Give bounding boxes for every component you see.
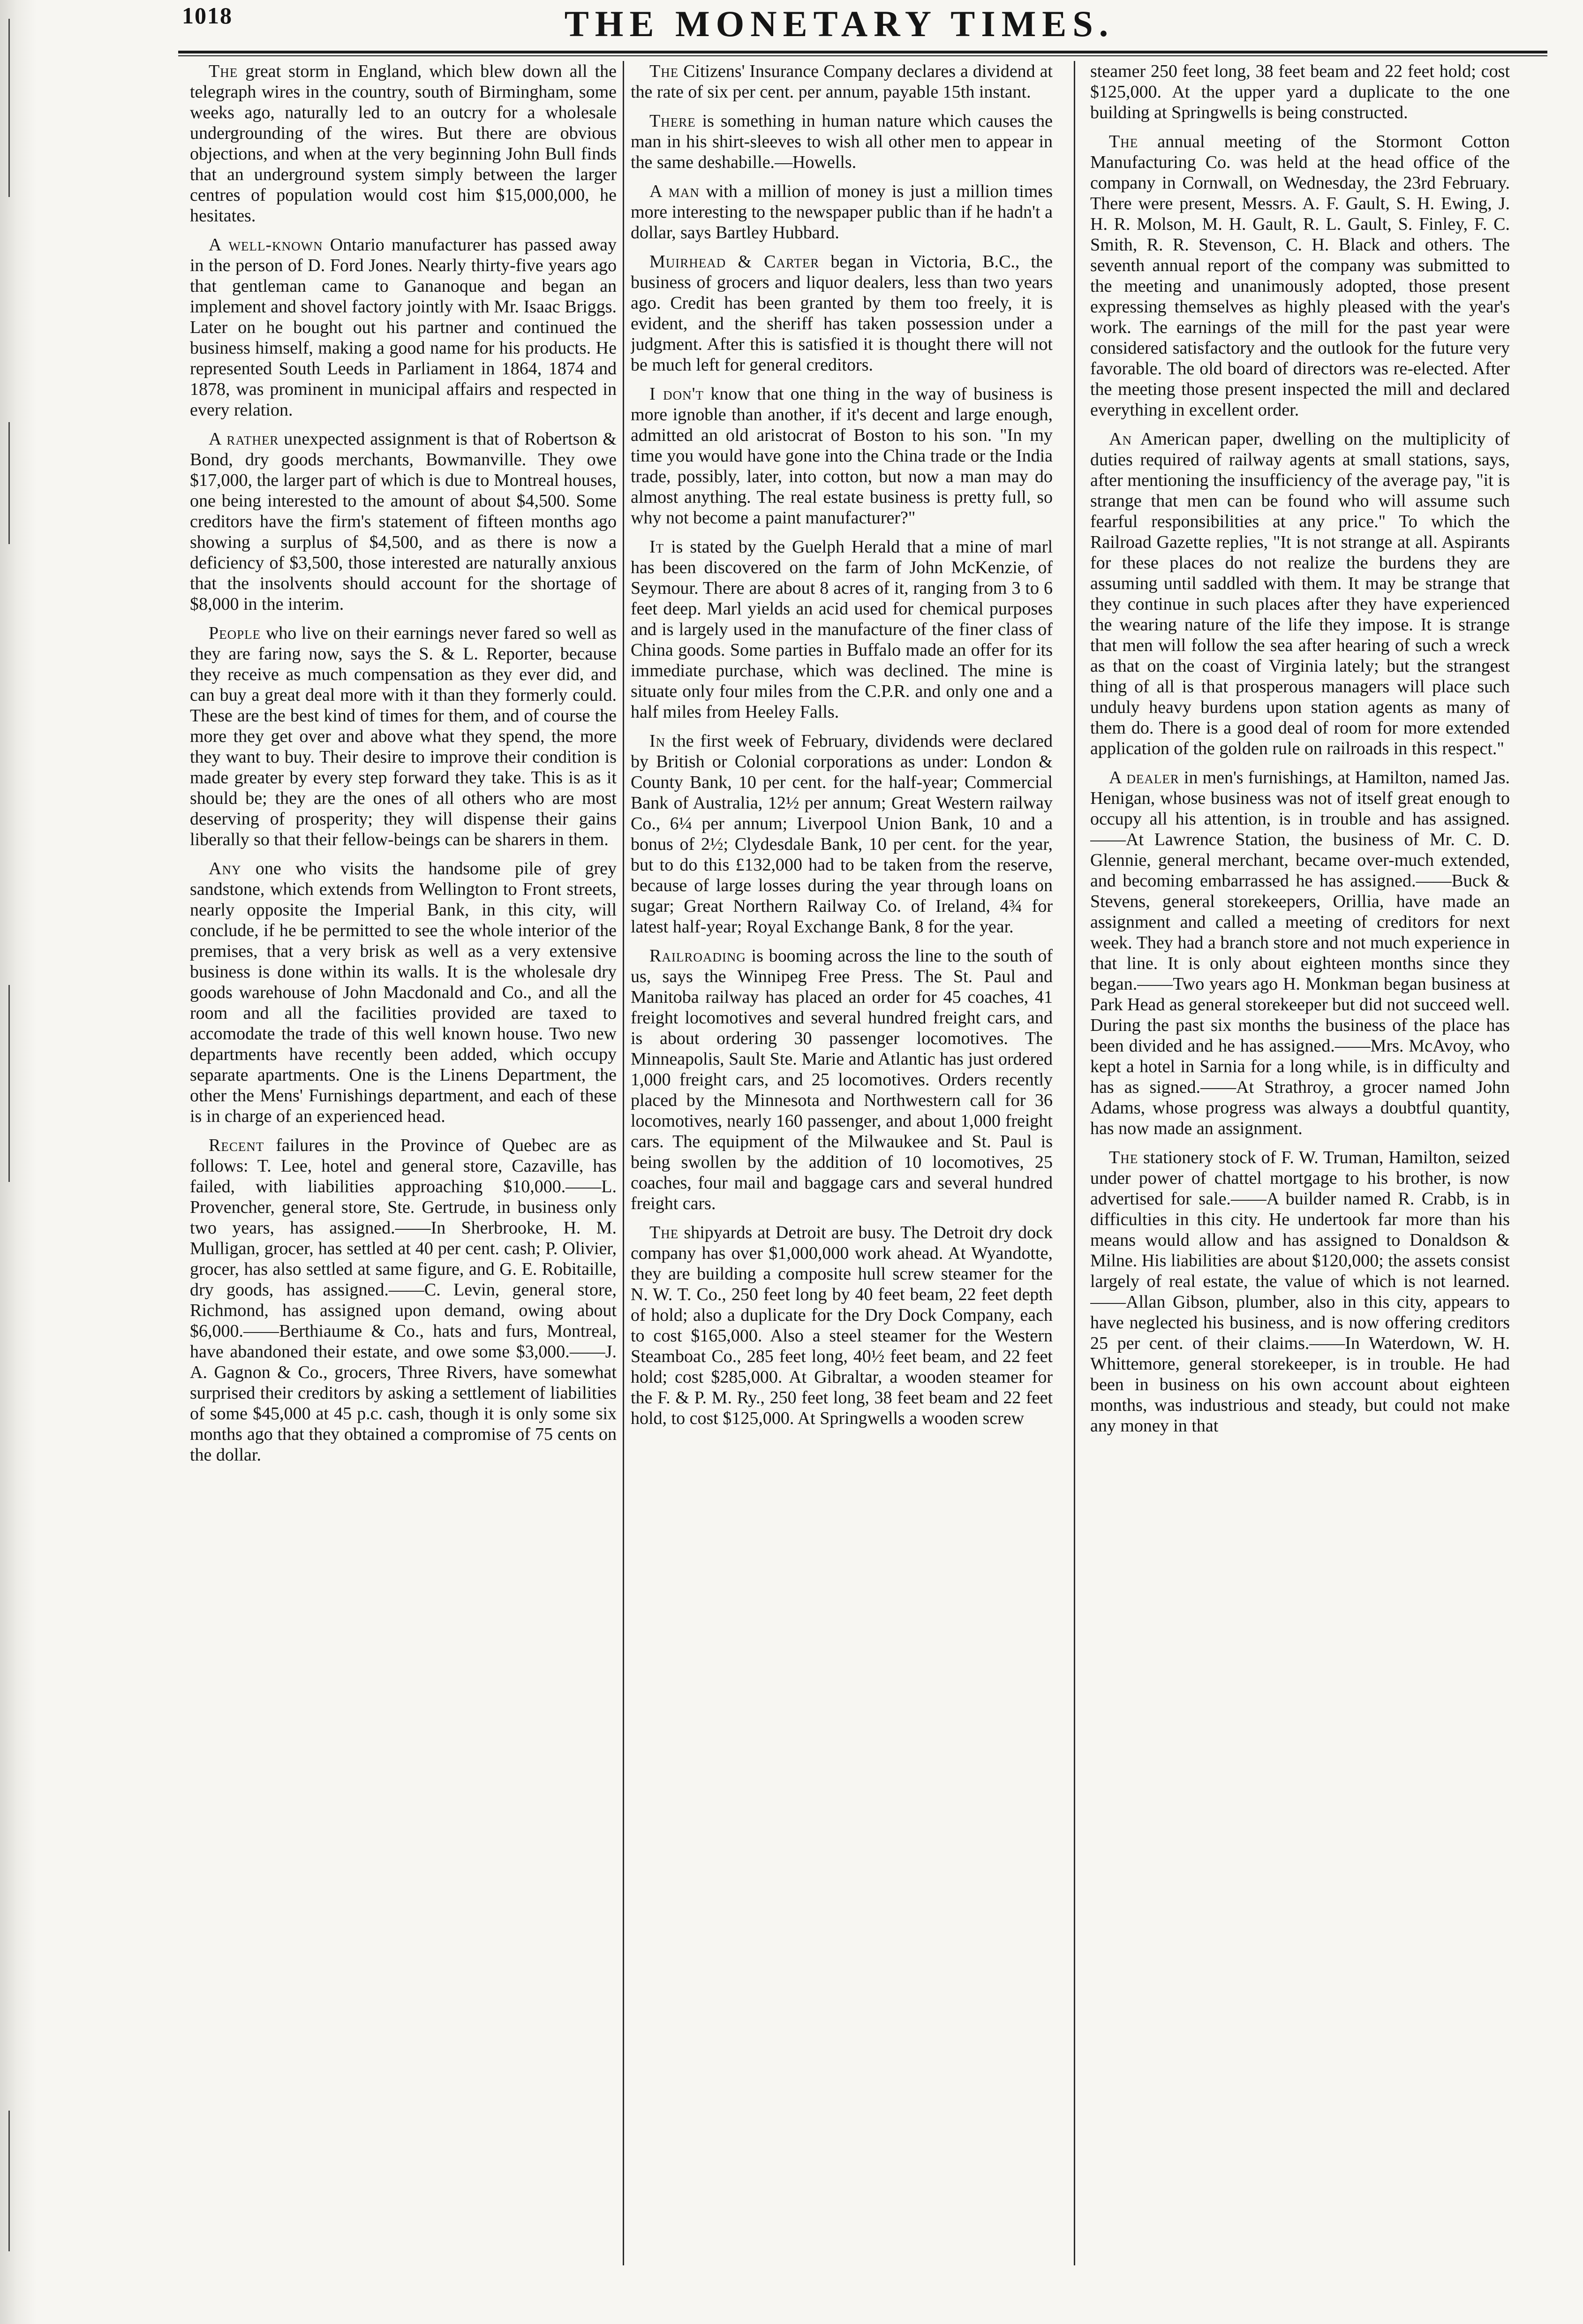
paragraph-lead-in: I don't <box>649 384 704 404</box>
paragraph-text: shipyards at Detroit are busy. The Detroit dry dock company has over $1,000,000 work ahead. At Wyandotte, they are building a composite hull screw steamer for the N. W. T. Co., 250 feet long by 40 feet beam, 22 feet depth of hold; also a duplicate for the Dry Dock Company, each to cost $165,000. Also a steel steamer for the Western Steamboat Co., 285 feet long, 40½ feet beam, and 22 feet hold; cost $285,000. At Gibraltar, a wooden steamer for the F. & P. M. Ry., 250 feet long, 38 feet beam and 22 feet hold, to cost $125,000. At Springwells a wooden screw <box>631 1223 1053 1428</box>
header-rule-thin <box>178 55 1547 56</box>
paragraph-lead-in: The <box>209 61 238 81</box>
paragraph-text: with a million of money is just a million times more interesting to the newspaper public than if he hadn't a dollar, says Bartley Hubbard. <box>631 182 1053 242</box>
paragraph-lead-in: A well-known <box>209 235 323 255</box>
paragraph-lead-in: An <box>1109 429 1132 449</box>
paragraph-text: American paper, dwelling on the multiplicity of duties required of railway agents at small stations, says, after mentioning the insufficiency of the average pay, "it is strange that men can be found who will assume such fearful responsibilities at any price." To which the Railroad Gazette replies, "It is not strange at all. Aspirants for these places do not realize the burdens they are assuming until saddled with them. It may be strange that they continue in such places after they have experienced the wearing nature of the life they impose. It is strange that men will follow the sea after hearing of such a wreck as that on the coast of Virginia lately; but the strangest thing of all is that prosperous managers will place such unduly heavy burdens upon station agents as many of them do. There is a good deal of room for more extended application of the golden rule on railroads in this respect." <box>1090 429 1510 758</box>
paragraph-lead-in: The <box>649 61 679 81</box>
paragraph-lead-in: Muirhead & Carter <box>649 252 820 272</box>
column-divider <box>623 61 624 2265</box>
page-binding-edge <box>0 0 37 2324</box>
article-paragraph <box>1090 1147 1510 1436</box>
article-paragraph <box>1090 61 1510 123</box>
binding-mark <box>8 422 10 544</box>
paragraph-text: steamer 250 feet long, 38 feet beam and 22 feet hold; cost $125,000. At the upper yard a duplicate to the one building at Springwells is being constructed. <box>1090 61 1510 122</box>
paragraph-lead-in: There <box>649 111 696 131</box>
paragraph-text: unexpected assignment is that of Robertson & Bond, dry goods merchants, Bowmanville. They owe $17,000, the larger part of which is due to Montreal houses, one being interested to the amount of about $4,500. Some creditors have the firm's statement of fifteen months ago showing a surplus of $4,500, and as there is now a deficiency of $3,500, those interested are naturally anxious that the insolvents should account for the shortage of $8,000 in the interim. <box>190 429 617 614</box>
article-paragraph <box>190 858 617 1127</box>
paragraph-lead-in: In <box>649 731 666 751</box>
paragraph-text: who live on their earnings never fared so well as they are faring now, says the S. & L. Reporter, because they receive as much compensation as they ever did, and can buy a great deal more with it than they formerly could. These are the best kind of times for them, and of course the more they get over and above what they spend, the more they want to buy. Their desire to improve their condition is made greater by every step forward they take. This is as it should be; they are the ones of all others who are most deserving of prosperity; they will dispense their gains liberally so that their fellow-beings can be sharers in them. <box>190 623 617 849</box>
paragraph-lead-in: The <box>649 1223 679 1242</box>
paragraph-text: great storm in England, which blew down all the telegraph wires in the country, south of Birmingham, some weeks ago, naturally led to an outcry for a wholesale undergrounding of the wires. But there are obvious objections, and when at the very beginning John Bull finds that an underground system simply between the larger centres of population would cost him $15,000,000, he hesitates. <box>190 61 617 226</box>
article-paragraph <box>631 1222 1053 1429</box>
page-header <box>159 2 1519 44</box>
binding-mark <box>8 985 10 1182</box>
article-paragraph <box>1090 767 1510 1139</box>
paragraph-text: is something in human nature which causes the man in his shirt-sleeves to wish all other men to appear in the same deshabille.—Howells. <box>631 111 1053 172</box>
article-paragraph <box>631 537 1053 722</box>
article-paragraph <box>631 731 1053 937</box>
paragraph-text: the first week of February, dividends were declared by British or Colonial corporations as under: London & County Bank, 10 per cent. for the half-year; Commercial Bank of Australia, 12½ per annum; Great Western railway Co., 6¼ per annum; Liverpool Union Bank, 10 and a bonus of 2½; Clydesdale Bank, 10 per cent. for the year, but to do this £132,000 had to be taken from the reserve, because of large losses during the year through loans on sugar; Great Northern Railway Co. of Ireland, 4¾ for latest half-year; Royal Exchange Bank, 8 for the year. <box>631 731 1053 937</box>
paragraph-text: Citizens' Insurance Company declares a dividend at the rate of six per cent. per annum, payable 15th instant. <box>631 61 1053 102</box>
paragraph-lead-in: The <box>1109 1148 1138 1167</box>
article-paragraph <box>190 623 617 850</box>
article-paragraph <box>631 181 1053 243</box>
paragraph-lead-in: People <box>209 623 261 643</box>
paragraph-text: one who visits the handsome pile of grey sandstone, which extends from Wellington to Front streets, nearly opposite the Imperial Bank, in this city, will conclude, if he be permitted to see the whole interior of the premises, that a very brisk as well as a very extensive business is done within its walls. It is the wholesale dry goods warehouse of John Macdonald and Co., and all the room and all the facilities provided are taxed to accomodate the trade of this well known house. Two new departments have recently been added, which occupy separate apartments. One is the Linens Department, the other the Mens' Furnishings department, and each of these is in charge of an experienced head. <box>190 859 617 1126</box>
paragraph-text: know that one thing in the way of business is more ignoble than another, if it's decent and large enough, admitted an old aristocrat of Boston to his son. "In my time you would have gone into the China trade or the India trade, possibly, later, into cotton, but now a man may do almost anything. The real estate business is pretty full, so why not become a paint manufacturer?" <box>631 384 1053 528</box>
column-3 <box>1090 61 1510 2265</box>
paragraph-lead-in: Recent <box>209 1136 264 1155</box>
article-paragraph <box>631 384 1053 528</box>
paragraph-lead-in: A dealer <box>1109 768 1179 787</box>
paragraph-text: stationery stock of F. W. Truman, Hamilton, seized under power of chattel mortgage to his brother, is now advertised for sale.——A builder named R. Crabb, is in difficulties in this city. He undertook far more than his means would allow and has assigned to Donaldson & Milne. His liabilities are about $120,000; the assets consist largely of real estate, the value of which is not learned.——Allan Gibson, plumber, also in this city, appears to have neglected his business, and is now offering creditors 25 per cent. of their claims.——In Waterdown, W. H. Whittemore, general storekeeper, is in trouble. He had been in business on his own account about eighteen months, was industrious and steady, but could not make any money in that <box>1090 1148 1510 1436</box>
article-paragraph <box>190 61 617 226</box>
article-paragraph <box>1090 131 1510 420</box>
article-paragraph <box>190 429 617 614</box>
masthead-title: THE MONETARY TIMES. <box>564 3 1115 44</box>
article-paragraph <box>631 946 1053 1214</box>
paragraph-lead-in: A man <box>649 182 700 201</box>
paragraph-text: is stated by the Guelph Herald that a mine of marl has been discovered on the farm of John McKenzie, of Seymour. There are about 8 acres of it, ranging from 3 to 6 feet deep. Marl yields an acid used for chemical purposes and is largely used in the manufacture of the finer class of China goods. Some parties in Buffalo made an offer for its immediate purchase, which was declined. The mine is situate only four miles from the C.P.R. and only one and a half miles from Heeley Falls. <box>631 537 1053 722</box>
column-2 <box>631 61 1053 2265</box>
paragraph-text: failures in the Province of Quebec are as follows: T. Lee, hotel and general store, Cazaville, has failed, with liabilities approaching $10,000.——L. Provencher, general store, Ste. Gertrude, in business only two years, has assigned.——In Sherbrooke, H. M. Mulligan, grocer, has settled at 40 per cent. cash; P. Olivier, grocer, has also settled at same figure, and G. E. Robitaille, dry goods, has assigned.——C. Levin, general store, Richmond, has assigned upon demand, owing about $6,000.——Berthiaume & Co., hats and furs, Montreal, have abandoned their estate, and owe some $3,000.——J. A. Gagnon & Co., grocers, Three Rivers, have somewhat surprised their creditors by asking a settlement of liabilities of some $45,000 at 45 p.c. cash, though it is only some six months ago that they obtained a compromise of 75 cents on the dollar. <box>190 1136 617 1465</box>
paragraph-text: is booming across the line to the south of us, says the Winnipeg Free Press. The St. Paul and Manitoba railway has placed an order for 45 coaches, 41 freight locomotives and several hundred freight cars, and is about ordering 30 passenger locomotives. The Minneapolis, Sault Ste. Marie and Atlantic has just ordered 1,000 freight cars, and 25 locomotives. Orders recently placed by the Minnesota and Northwestern call for 36 locomotives, nearly 160 passenger, and about 1,000 freight cars. The equipment of the Milwaukee and St. Paul is being swollen by the addition of 10 locomotives, 25 coaches, four mail and baggage cars and several hundred freight cars. <box>631 946 1053 1213</box>
column-divider <box>1074 61 1075 2265</box>
article-paragraph <box>190 235 617 420</box>
paragraph-lead-in: The <box>1109 132 1138 151</box>
paragraph-lead-in: A rather <box>209 429 279 449</box>
column-1 <box>190 61 617 2265</box>
binding-mark <box>8 19 10 197</box>
paragraph-lead-in: It <box>649 537 664 557</box>
header-rule <box>178 51 1547 53</box>
paragraph-lead-in: Any <box>209 859 241 878</box>
article-paragraph <box>631 251 1053 375</box>
binding-mark <box>8 2111 10 2251</box>
page-number: 1018 <box>182 2 233 29</box>
paragraph-text: annual meeting of the Stormont Cotton Manufacturing Co. was held at the head office of the company in Cornwall, on Wednesday, the 23rd February. There were present, Messrs. A. F. Gault, S. H. Ewing, J. H. R. Molson, M. H. Gault, R. L. Gault, S. Finley, F. C. Smith, R. R. Stevenson, C. H. Black and others. The seventh annual report of the company was submitted to the meeting and unanimously adopted, those present expressing themselves as highly pleased with the year's work. The earnings of the mill for the past year were considered satisfactory and the outlook for the future very favorable. The old board of directors was re-elected. After the meeting those present inspected the mill and declared everything in excellent order. <box>1090 132 1510 420</box>
paragraph-text: in men's furnishings, at Hamilton, named Jas. Henigan, whose business was not of itself great enough to occupy all his attention, is in trouble and has assigned.——At Lawrence Station, the business of Mr. C. D. Glennie, general merchant, became over-much extended, and becoming embarrassed he has assigned.——Buck & Stevens, general storekeepers, Orillia, have made an assignment and called a meeting of creditors for next week. They had a branch store and not much experience in that line. It is only about eighteen months since they began.——Two years ago H. Monkman began business at Park Head as general storekeeper but did not succeed well. During the past six months the business of the place has been divided and he has assigned.——Mrs. McAvoy, who kept a hotel in Sarnia for a long while, is in difficulty and has as signed.——At Strathroy, a grocer named John Adams, whose progress was always a doubtful quantity, has now made an assignment. <box>1090 768 1510 1138</box>
paragraph-text: began in Victoria, B.C., the business of grocers and liquor dealers, less than two years ago. Credit has been granted by them too freely, it is evident, and the sheriff has taken possession under a judgment. After this is satisfied it is thought there will not be much left for general creditors. <box>631 252 1053 375</box>
article-paragraph <box>190 1135 617 1465</box>
article-paragraph <box>631 111 1053 173</box>
article-paragraph <box>631 61 1053 102</box>
paragraph-text: Ontario manufacturer has passed away in the person of D. Ford Jones. Nearly thirty-five years ago that gentleman came to Gananoque and began an implement and shovel factory jointly with Mr. Isaac Briggs. Later on he bought out his partner and continued the business himself, making a good name for his products. He represented South Leeds in Parliament in 1864, 1874 and 1878, was prominent in municipal affairs and respected in every relation. <box>190 235 617 420</box>
article-paragraph <box>1090 429 1510 759</box>
paragraph-lead-in: Railroading <box>649 946 746 966</box>
